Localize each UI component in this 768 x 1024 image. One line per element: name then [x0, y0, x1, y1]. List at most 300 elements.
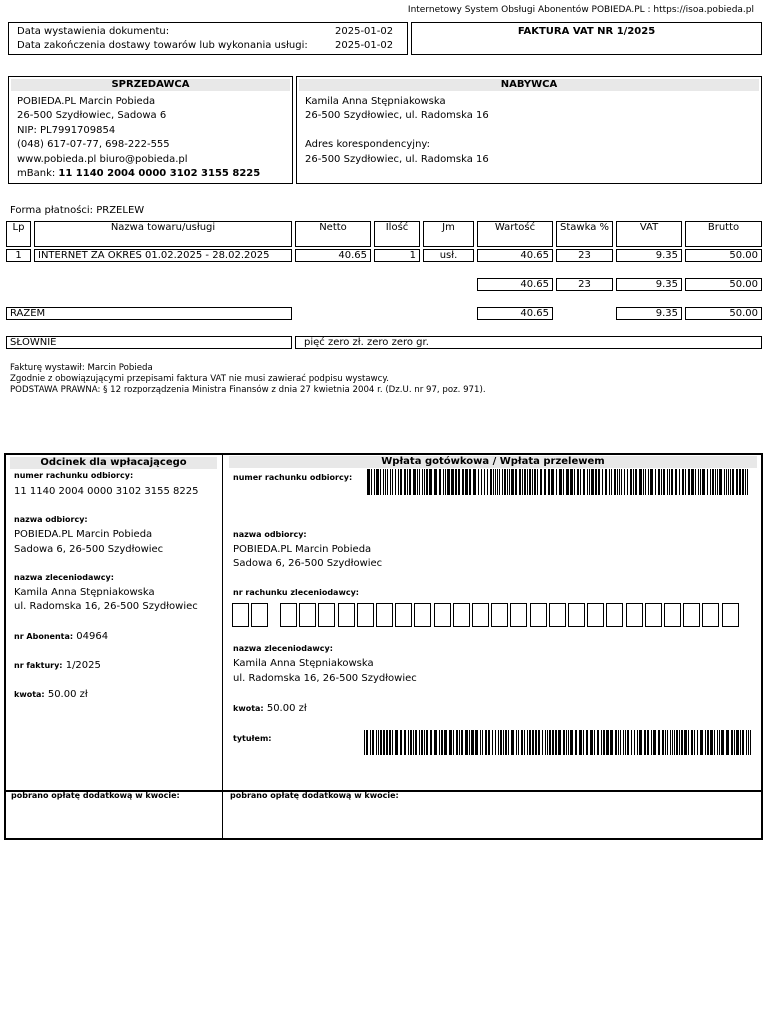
account-digit-box[interactable]: [702, 603, 719, 627]
row-netto: 40.65: [295, 249, 371, 262]
account-digit-box[interactable]: [434, 603, 451, 627]
barcode-bar: [676, 730, 678, 755]
barcode-bar: [558, 730, 561, 755]
barcode-bar: [726, 469, 727, 495]
barcode-bar: [601, 730, 602, 755]
barcode-bar: [559, 469, 562, 495]
barcode-bar: [415, 730, 417, 755]
slip-left-header: Odcinek dla wpłacającego: [10, 457, 217, 469]
barcode-bar: [746, 730, 747, 755]
barcode-bar: [424, 730, 425, 755]
slip-right-payer-line2: ul. Radomska 16, 26-500 Szydłowiec: [233, 673, 417, 684]
barcode-bar: [694, 730, 695, 755]
barcode-bar: [522, 469, 523, 495]
account-digit-box[interactable]: [491, 603, 508, 627]
barcode-bar: [529, 730, 531, 755]
barcode-bar: [511, 469, 514, 495]
barcode-bar: [671, 469, 673, 495]
barcode-bar: [492, 730, 493, 755]
barcode-bar: [499, 469, 500, 495]
barcode-bar: [688, 730, 689, 755]
signature-note: Zgodnie z obowiązującymi przepisami faktura VAT nie musi zawierać podpisu wystawcy.: [10, 374, 389, 384]
barcode-bar: [398, 469, 399, 495]
barcode-bar: [684, 730, 687, 755]
slip-left-account: 11 1140 2004 0000 3102 3155 8225: [14, 486, 199, 497]
barcode-bar: [645, 469, 646, 495]
invoice-title: FAKTURA VAT NR 1/2025: [517, 26, 656, 37]
barcode-bar: [637, 730, 638, 755]
barcode-bar: [651, 730, 652, 755]
slip-right-payer-account-label: nr rachunku zleceniodawcy:: [233, 588, 359, 597]
barcode-bar: [538, 730, 540, 755]
barcode-bar: [745, 469, 746, 495]
barcode-bar: [455, 469, 457, 495]
buyer-name: Kamila Anna Stępniakowska: [305, 96, 446, 107]
slip-right-amount: [233, 702, 307, 717]
barcode-bar: [516, 730, 517, 755]
barcode-bar: [695, 469, 696, 495]
barcode-bar: [595, 469, 597, 495]
barcode-bar: [614, 469, 616, 495]
barcode-bar: [717, 730, 718, 755]
barcode-bar: [462, 469, 464, 495]
account-digit-box[interactable]: [453, 603, 470, 627]
account-digit-box[interactable]: [664, 603, 681, 627]
barcode-bar: [488, 730, 490, 755]
barcode-bar: [529, 469, 531, 495]
slip-right-amount-value: 50.00 zł: [266, 703, 307, 714]
seller-phones: (048) 617-07-77, 698-222-555: [17, 139, 170, 150]
col-header-unit: Jm: [423, 221, 474, 247]
invoice-title-box: [411, 22, 762, 55]
barcode-bar: [495, 730, 496, 755]
barcode-bar: [451, 469, 454, 495]
slip-left-payer-label: nazwa zleceniodawcy:: [14, 573, 114, 582]
slip-left-amount-label: kwota:: [14, 690, 45, 699]
account-digit-box[interactable]: [722, 603, 739, 627]
account-digit-box[interactable]: [251, 603, 268, 627]
barcode-bar: [395, 730, 398, 755]
barcode-bar: [383, 469, 384, 495]
barcode-bar: [691, 730, 693, 755]
account-digit-box[interactable]: [510, 603, 527, 627]
barcode-bar: [586, 730, 588, 755]
barcode-bar: [691, 469, 694, 495]
barcode-bar: [544, 469, 546, 495]
barcode-bar: [625, 730, 626, 755]
barcode-bar: [679, 730, 680, 755]
barcode-bar: [618, 730, 619, 755]
seller-bank-label: mBank:: [17, 168, 59, 179]
slip-left-subscriber-label: nr Abonenta:: [14, 632, 74, 641]
account-digit-box[interactable]: [530, 603, 547, 627]
slip-right-recipient-line1: POBIEDA.PL Marcin Pobieda: [233, 544, 372, 555]
barcode-bar: [606, 730, 609, 755]
barcode-bar: [426, 730, 428, 755]
barcode-bar: [647, 730, 649, 755]
system-header-note: Internetowy System Obsługi Abonentów POBIEDA.PL : https://isoa.pobieda.pl: [407, 5, 754, 15]
barcode-bar: [473, 469, 476, 495]
slip-left-account-label: numer rachunku odbiorcy:: [14, 471, 134, 480]
account-digit-box[interactable]: [549, 603, 566, 627]
account-digit-box[interactable]: [232, 603, 249, 627]
barcode-bar: [441, 730, 443, 755]
barcode-bar: [609, 469, 610, 495]
barcode-bar: [434, 730, 437, 755]
col-header-qty: Ilość: [374, 221, 420, 247]
slip-divider-vertical: [222, 455, 223, 838]
row-lp: 1: [6, 249, 31, 262]
barcode-bar: [712, 469, 714, 495]
barcode-bar: [370, 730, 371, 755]
barcode-bar: [482, 730, 483, 755]
account-digit-box[interactable]: [280, 603, 297, 627]
barcode-bar: [620, 730, 621, 755]
barcode-bar: [739, 469, 741, 495]
barcode-bar: [419, 469, 420, 495]
barcode-bar: [587, 469, 588, 495]
barcode-bar: [717, 469, 718, 495]
barcode-bar: [577, 469, 579, 495]
barcode-bar: [504, 469, 506, 495]
barcode-bar: [681, 730, 683, 755]
barcode-bar: [465, 730, 468, 755]
barcode-bar: [545, 730, 546, 755]
barcode-bar: [430, 730, 432, 755]
buyer-box: [296, 76, 762, 184]
barcode-bar: [726, 730, 729, 755]
barcode-bar: [563, 469, 564, 495]
row-unit: usł.: [423, 249, 474, 262]
slip-left-invoice-value: 1/2025: [65, 660, 101, 671]
slip-right-payer-line1: Kamila Anna Stępniakowska: [233, 658, 374, 669]
barcode-bar: [566, 469, 569, 495]
barcode-bar: [478, 469, 479, 495]
barcode-bar: [583, 730, 584, 755]
slip-right-header: Wpłata gotówkowa / Wpłata przelewem: [229, 456, 757, 468]
slip-left-recipient-line1: POBIEDA.PL Marcin Pobieda: [14, 529, 153, 540]
slip-left-fee-label: pobrano opłatę dodatkową w kwocie:: [11, 791, 180, 800]
barcode-bar: [465, 469, 468, 495]
summary-vat: 9.35: [616, 278, 682, 291]
col-header-netto: Netto: [295, 221, 371, 247]
barcode-bar: [372, 730, 374, 755]
account-digit-box[interactable]: [299, 603, 316, 627]
barcode-bar: [568, 730, 569, 755]
row-brutto: 50.00: [685, 249, 762, 262]
barcode-bar: [655, 469, 656, 495]
barcode-bar: [714, 730, 715, 755]
barcode-bar: [591, 469, 594, 495]
barcode-bar: [481, 469, 482, 495]
barcode-bar: [731, 730, 733, 755]
barcode-bar: [400, 469, 402, 495]
barcode-bar: [667, 469, 668, 495]
barcode-bar: [426, 469, 428, 495]
barcode-bar: [670, 730, 671, 755]
account-digit-box[interactable]: [683, 603, 700, 627]
barcode-bar: [675, 469, 677, 495]
barcode-bar: [707, 730, 709, 755]
barcode-bar: [395, 469, 396, 495]
barcode-bar: [551, 469, 554, 495]
barcode-bar: [445, 469, 446, 495]
barcode-bar: [663, 469, 665, 495]
barcode-bar: [392, 469, 393, 495]
barcode-bar: [639, 730, 642, 755]
barcode-bar: [672, 730, 673, 755]
barcode-bar: [439, 469, 441, 495]
barcode-bar: [408, 730, 409, 755]
barcode-bar: [458, 469, 460, 495]
barcode-bar: [740, 730, 741, 755]
barcode-bar: [589, 469, 590, 495]
barcode-bar: [602, 469, 603, 495]
row-name: INTERNET ZA OKRES 01.02.2025 - 28.02.2025: [34, 249, 292, 262]
slip-left-subscriber: [14, 630, 108, 645]
account-digit-box[interactable]: [338, 603, 355, 627]
barcode-bar: [627, 469, 628, 495]
barcode-bar: [615, 730, 617, 755]
seller-nip: NIP: PL7991709854: [17, 125, 116, 136]
barcode-bar: [603, 730, 605, 755]
barcode-bar: [623, 730, 624, 755]
barcode-bar: [563, 730, 565, 755]
barcode-bar: [574, 469, 575, 495]
barcode-bar: [444, 730, 447, 755]
account-digit-box[interactable]: [376, 603, 393, 627]
barcode-bar: [540, 469, 542, 495]
barcode-bar: [734, 730, 735, 755]
row-rate: 23: [556, 249, 613, 262]
payment-slip: [4, 453, 763, 840]
barcode-bar: [747, 469, 748, 495]
barcode-bar: [532, 469, 533, 495]
slip-left-subscriber-value: 04964: [76, 631, 109, 642]
barcode-bar: [449, 730, 452, 755]
account-digit-box[interactable]: [395, 603, 412, 627]
account-digit-box[interactable]: [318, 603, 335, 627]
barcode-bar: [619, 469, 620, 495]
issuer-note: Fakturę wystawił: Marcin Pobieda: [10, 363, 153, 373]
barcode-bar: [459, 730, 460, 755]
barcode-bar: [469, 469, 471, 495]
total-label: RAZEM: [6, 307, 292, 320]
barcode-bar: [635, 469, 637, 495]
barcode-bar: [570, 730, 573, 755]
barcode-bar: [631, 730, 632, 755]
barcode-bar: [679, 469, 680, 495]
barcode-bar: [535, 730, 537, 755]
barcode-bar: [367, 469, 370, 495]
barcode-bar: [715, 469, 716, 495]
slip-right-fee-label: pobrano opłatę dodatkową w kwocie:: [230, 791, 399, 800]
barcode-bar: [644, 730, 646, 755]
barcode-bar: [748, 730, 749, 755]
barcode-bar: [443, 469, 444, 495]
account-digit-box[interactable]: [357, 603, 374, 627]
delivery-date-label: Data zakończenia dostawy towarów lub wykonania usługi:: [17, 40, 308, 51]
barcode-bar: [453, 730, 454, 755]
barcode-bar: [736, 730, 739, 755]
slip-left-payer-line2: ul. Radomska 16, 26-500 Szydłowiec: [14, 601, 198, 612]
barcode-bar: [653, 730, 656, 755]
barcode-bar: [487, 469, 488, 495]
slip-left-recipient-label: nazwa odbiorcy:: [14, 515, 88, 524]
barcode-bar: [366, 730, 368, 755]
barcode-bar: [674, 730, 675, 755]
barcode-bar: [380, 730, 382, 755]
slip-right-amount-label: kwota:: [233, 704, 264, 713]
barcode-bar: [524, 469, 526, 495]
slip-right-title-label: tytułem:: [233, 734, 272, 743]
words-value: pięć zero zł. zero zero gr.: [295, 336, 762, 349]
barcode-bar: [662, 730, 664, 755]
account-digit-box[interactable]: [606, 603, 623, 627]
seller-bank: [17, 167, 260, 182]
barcode-bar: [648, 469, 649, 495]
barcode-bar: [387, 469, 388, 495]
barcode-bar: [383, 730, 385, 755]
barcode-bar: [502, 469, 503, 495]
barcode-bar: [484, 469, 485, 495]
col-header-brutto: Brutto: [685, 221, 762, 247]
barcode-bar: [429, 469, 432, 495]
summary-value: 40.65: [477, 278, 553, 291]
barcode-bar: [409, 469, 411, 495]
barcode-bar: [700, 469, 701, 495]
barcode-bar: [518, 730, 519, 755]
barcode-bar: [661, 469, 662, 495]
account-digit-box[interactable]: [587, 603, 604, 627]
barcode-bar: [682, 469, 684, 495]
barcode-bar: [527, 730, 528, 755]
barcode-bar: [566, 730, 567, 755]
barcode-bar: [542, 730, 543, 755]
barcode-bar: [390, 469, 391, 495]
barcode-bar: [400, 730, 402, 755]
barcode-bar: [580, 469, 581, 495]
barcode-bar: [422, 469, 423, 495]
row-value: 40.65: [477, 249, 553, 262]
barcode-bar: [519, 469, 521, 495]
seller-address: 26-500 Szydłowiec, Sadowa 6: [17, 110, 167, 121]
account-digit-box[interactable]: [472, 603, 489, 627]
delivery-date-value: 2025-01-02: [335, 40, 394, 51]
barcode-bar: [634, 730, 635, 755]
seller-web-email: www.pobieda.pl biuro@pobieda.pl: [17, 154, 188, 165]
barcode-bar: [742, 469, 744, 495]
barcode-bar: [461, 730, 463, 755]
barcode-bar: [736, 469, 738, 495]
buyer-header: NABYWCA: [299, 79, 759, 91]
summary-brutto: 50.00: [685, 278, 762, 291]
account-digit-box[interactable]: [568, 603, 585, 627]
barcode-bar: [364, 730, 365, 755]
barcode-bar: [509, 469, 510, 495]
barcode-bar: [639, 469, 642, 495]
barcode-bar: [527, 469, 528, 495]
slip-left-amount-value: 50.00 zł: [47, 689, 88, 700]
barcode-bar: [750, 730, 751, 755]
title-barcode: [364, 730, 752, 755]
account-digit-box[interactable]: [645, 603, 662, 627]
barcode-bar: [434, 469, 437, 495]
payment-form: Forma płatności: PRZELEW: [10, 205, 145, 216]
barcode-bar: [650, 469, 653, 495]
barcode-bar: [549, 730, 551, 755]
total-brutto: 50.00: [685, 307, 762, 320]
dates-box: [8, 22, 408, 55]
barcode-bar: [594, 730, 595, 755]
barcode-bar: [417, 469, 418, 495]
buyer-address: 26-500 Szydłowiec, ul. Radomska 16: [305, 110, 489, 121]
barcode-bar: [532, 730, 534, 755]
barcode-bar: [597, 730, 599, 755]
seller-box: [8, 76, 293, 184]
barcode-bar: [707, 469, 708, 495]
barcode-bar: [515, 469, 517, 495]
barcode-bar: [497, 469, 498, 495]
barcode-bar: [556, 469, 557, 495]
barcode-bar: [710, 730, 713, 755]
barcode-bar: [719, 469, 722, 495]
buyer-corr-address: 26-500 Szydłowiec, ul. Radomska 16: [305, 154, 489, 165]
barcode-bar: [503, 730, 504, 755]
barcode-bar: [475, 730, 478, 755]
barcode-bar: [511, 730, 514, 755]
barcode-bar: [665, 730, 666, 755]
slip-left-payer-line1: Kamila Anna Stępniakowska: [14, 587, 155, 598]
barcode-bar: [421, 730, 423, 755]
barcode-bar: [700, 730, 703, 755]
total-value: 40.65: [477, 307, 553, 320]
barcode-bar: [583, 469, 585, 495]
barcode-bar: [698, 469, 699, 495]
barcode-bar: [610, 730, 613, 755]
total-vat: 9.35: [616, 307, 682, 320]
barcode-bar: [378, 730, 379, 755]
slip-left-invoice: [14, 659, 101, 674]
slip-left-amount: [14, 688, 88, 703]
account-digit-box[interactable]: [626, 603, 643, 627]
barcode-bar: [495, 469, 496, 495]
barcode-bar: [413, 469, 416, 495]
barcode-bar: [380, 469, 381, 495]
barcode-bar: [688, 469, 690, 495]
barcode-bar: [643, 469, 644, 495]
barcode-bar: [505, 730, 507, 755]
barcode-bar: [376, 469, 379, 495]
barcode-bar: [552, 730, 554, 755]
barcode-bar: [605, 469, 607, 495]
slip-left-recipient-line2: Sadowa 6, 26-500 Szydłowiec: [14, 544, 164, 555]
barcode-bar: [570, 469, 573, 495]
barcode-bar: [537, 469, 538, 495]
slip-left-invoice-label: nr faktury:: [14, 661, 63, 670]
account-barcode: [367, 469, 752, 495]
col-header-lp: Lp: [6, 221, 31, 247]
words-label: SŁOWNIE: [6, 336, 292, 349]
barcode-bar: [404, 469, 406, 495]
account-digit-box[interactable]: [414, 603, 431, 627]
barcode-bar: [617, 469, 618, 495]
barcode-bar: [742, 730, 744, 755]
barcode-bar: [490, 469, 492, 495]
slip-right-recipient-label: nazwa odbiorcy:: [233, 530, 307, 539]
col-header-value: Wartość: [477, 221, 553, 247]
barcode-bar: [376, 730, 377, 755]
